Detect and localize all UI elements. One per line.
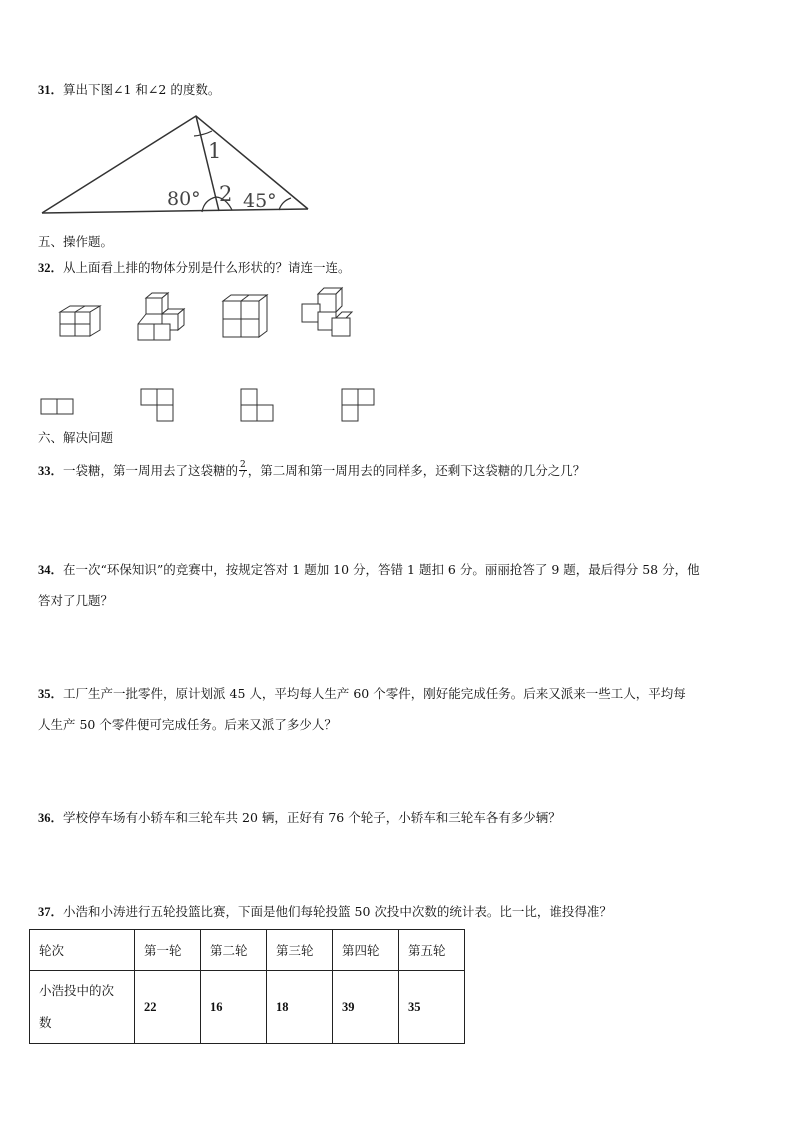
angle-80-label: 80° [167, 188, 201, 210]
angle-45-arc [279, 198, 291, 210]
cube-object-2 [136, 291, 188, 343]
question-number: 31． [38, 83, 64, 97]
table-header-cell: 第五轮 [399, 930, 465, 971]
question-text-line-1: 在一次“环保知识”的竞赛中，按规定答对 1 题加 10 分，答错 1 题扣 6 分。丽丽抢答了 9 题，最后得分 58 分，他 [63, 562, 700, 577]
question-36 [38, 812, 561, 825]
question-number: 34． [38, 563, 64, 577]
question-number: 35． [38, 687, 64, 701]
table-header-row [30, 930, 465, 971]
question-33 [38, 462, 585, 481]
section-5-heading: 五、操作题。 [38, 234, 114, 249]
question-text: 算出下图∠1 和∠2 的度数。 [63, 82, 221, 97]
question-35 [38, 688, 686, 701]
cube-object-1 [54, 303, 104, 339]
question-32 [38, 262, 351, 275]
question-text: 从上面看上排的物体分别是什么形状的？请连一连。 [63, 260, 351, 275]
top-view-2 [140, 388, 176, 424]
top-view-1 [40, 398, 76, 416]
question-text-part-2: ，第二周和第一周用去的同样多，还剩下这袋糖的几分之几？ [247, 463, 586, 478]
cube-object-3 [221, 293, 271, 339]
question-31 [38, 84, 220, 97]
question-number: 33． [38, 464, 64, 478]
question-34-line-2: 答对了几题？ [38, 593, 114, 608]
angle-2-label: 2 [219, 182, 233, 206]
question-number: 36． [38, 811, 64, 825]
angle-1-label: 1 [208, 139, 222, 163]
section-6-heading: 六、解决问题 [38, 430, 114, 445]
table-cell: 39 [333, 971, 399, 1044]
question-number: 32． [38, 261, 64, 275]
question-text: 小浩和小涛进行五轮投篮比赛，下面是他们每轮投篮 50 次投中次数的统计表。比一比，谁投得准？ [63, 904, 612, 919]
table-header-cell: 第二轮 [201, 930, 267, 971]
table-cell: 35 [399, 971, 465, 1044]
row-label-line-2: 数 [39, 1015, 52, 1030]
triangle-figure [38, 112, 318, 218]
table-cell: 16 [201, 971, 267, 1044]
question-35-line-2: 人生产 50 个零件便可完成任务。后来又派了多少人？ [38, 717, 337, 732]
top-view-3 [240, 388, 276, 424]
question-number: 37． [38, 905, 64, 919]
angle-1-arc [194, 131, 212, 136]
question-text-part-1: 一袋糖，第一周用去了这袋糖的 [63, 463, 239, 478]
table-cell: 22 [135, 971, 201, 1044]
table-cell: 18 [267, 971, 333, 1044]
table-header-cell: 第三轮 [267, 930, 333, 971]
fraction-numerator: 2 [240, 460, 246, 470]
question-text: 学校停车场有小轿车和三轮车共 20 辆，正好有 76 个轮子，小轿车和三轮车各有多少辆？ [63, 810, 561, 825]
question-37 [38, 906, 612, 919]
table-header-cell: 轮次 [30, 930, 135, 971]
fraction [239, 461, 247, 480]
angle-45-label: 45° [243, 190, 277, 212]
question-34 [38, 564, 700, 577]
table-row-label [30, 971, 135, 1044]
top-view-4 [341, 388, 377, 424]
stats-table [29, 929, 465, 1044]
cube-object-4 [300, 286, 356, 340]
fraction-denominator: 7 [240, 470, 246, 480]
row-label-line-1: 小浩投中的次 [39, 983, 115, 998]
table-row [30, 971, 465, 1044]
table-header-cell: 第四轮 [333, 930, 399, 971]
question-text-line-1: 工厂生产一批零件，原计划派 45 人，平均每人生产 60 个零件，刚好能完成任务。后来又派来一些工人，平均每 [63, 686, 686, 701]
table-header-cell: 第一轮 [135, 930, 201, 971]
